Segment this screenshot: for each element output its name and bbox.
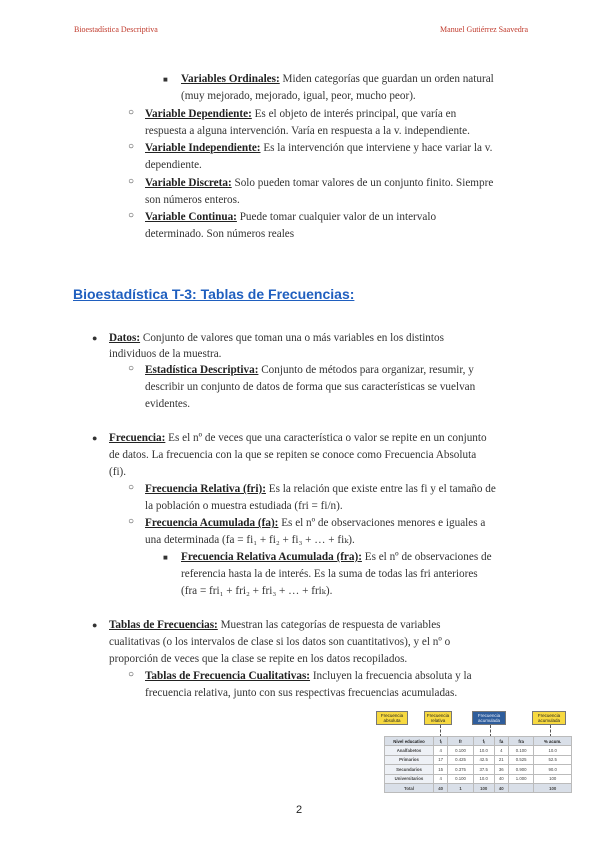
tablas-line-2: cualitativas (o los intervalos de clase si los datos son cuantitativos), y el nº o xyxy=(109,636,451,648)
section-title: Bioestadística T-3: Tablas de Frecuencias: xyxy=(73,286,355,302)
frequency-table-figure xyxy=(372,711,572,808)
cualitativas-line-1: Tablas de Frecuencia Cualitativas: Incluyen la frecuencia absoluta y la xyxy=(145,670,472,682)
tablas-line-3: proporción de veces que la clase se repite en los datos recopilados. xyxy=(109,653,408,665)
table-row xyxy=(385,755,572,764)
table-row xyxy=(385,783,572,792)
continua-line-2: determinado. Son números reales xyxy=(145,228,295,240)
disc-bullet-icon: ● xyxy=(92,333,98,343)
independiente-line-2: dependiente. xyxy=(145,159,202,171)
continua-line-1: Variable Continua: Puede tomar cualquier valor de un intervalo xyxy=(145,211,437,223)
square-bullet-icon: ■ xyxy=(163,553,168,562)
ordinales-line-1: Variables Ordinales: Miden categorías que guardan un orden natural xyxy=(181,73,494,85)
circle-bullet-icon: ○ xyxy=(128,516,135,527)
estadistica-line-1: Estadística Descriptiva: Conjunto de métodos para organizar, resumir, y xyxy=(145,364,474,376)
dependiente-line-2: respuesta a alguna intervención. Varía en respuesta a la v. independiente. xyxy=(145,125,470,137)
table-cell: 90.0 xyxy=(534,765,572,774)
table-header-cell: fᵢ xyxy=(434,737,448,746)
disc-bullet-icon: ● xyxy=(92,620,98,630)
circle-bullet-icon: ○ xyxy=(128,107,135,118)
table-cell: 0.425 xyxy=(448,755,473,764)
table-cell: 10.0 xyxy=(473,774,494,783)
table-row xyxy=(385,746,572,755)
square-bullet-icon: ■ xyxy=(163,75,168,84)
circle-bullet-icon: ○ xyxy=(128,176,135,187)
tag-frecuencia-relativa: Frecuencia relativa xyxy=(424,711,452,725)
table-cell: 40 xyxy=(494,783,508,792)
table-header-cell: fa xyxy=(494,737,508,746)
header-right: Manuel Gutiérrez Saavedra xyxy=(440,25,528,34)
disc-bullet-icon: ● xyxy=(92,433,98,443)
table-cell: 100 xyxy=(534,774,572,783)
ordinales-line-2: (muy mejorado, mejorado, igual, peor, mucho peor). xyxy=(181,90,416,102)
table-cell: 0.375 xyxy=(448,765,473,774)
table-row xyxy=(385,774,572,783)
table-cell xyxy=(508,783,533,792)
table-cell: Total xyxy=(385,783,434,792)
table-cell: Secundarios xyxy=(385,765,434,774)
frecuencia-line-3: (fi). xyxy=(109,466,127,478)
table-row xyxy=(385,765,572,774)
table-cell: 4 xyxy=(434,746,448,755)
table-cell: 40 xyxy=(434,783,448,792)
table-cell: 4 xyxy=(494,746,508,755)
table-header-cell: Nivel educativo xyxy=(385,737,434,746)
acumulada-line-2: una determinada (fa = fi₁ + fi₂ + fi₃ + … + fiₖ). xyxy=(145,534,355,546)
table-cell: 0.100 xyxy=(508,746,533,755)
table-cell: Universitarios xyxy=(385,774,434,783)
table-cell: 1 xyxy=(448,783,473,792)
table-cell: 4 xyxy=(434,774,448,783)
table-cell: 100 xyxy=(473,783,494,792)
rel-acumulada-line-2: referencia hasta la de interés. Es la suma de todas las fri anteriores xyxy=(181,568,478,580)
table-cell: Primarios xyxy=(385,755,434,764)
discreta-line-1: Variable Discreta: Solo pueden tomar valores de un conjunto finito. Siempre xyxy=(145,177,494,189)
tag-frecuencia-absoluta: Frecuencia absoluta xyxy=(376,711,408,725)
table-cell: 52.5 xyxy=(534,755,572,764)
table-cell: 1.000 xyxy=(508,774,533,783)
frecuencia-line-1: Frecuencia: Es el nº de veces que una característica o valor se repite en un conjunto xyxy=(109,432,487,444)
cualitativas-line-2: frecuencia relativa, junto con sus respectivas frecuencias acumuladas. xyxy=(145,687,458,699)
table-header-cell: fra xyxy=(508,737,533,746)
datos-line-1: Datos: Conjunto de valores que toman una o más variables en los distintos xyxy=(109,332,444,344)
table-cell: 10.0 xyxy=(473,746,494,755)
table-cell: 0.525 xyxy=(508,755,533,764)
rel-acumulada-line-1: Frecuencia Relativa Acumulada (fra): Es el nº de observaciones de xyxy=(181,551,492,563)
relativa-line-2: la población o muestra estudiada (fri = fi/n). xyxy=(145,500,343,512)
independiente-line-1: Variable Independiente: Es la intervención que interviene y hace variar la v. xyxy=(145,142,493,154)
header-left: Bioestadística Descriptiva xyxy=(74,25,158,34)
table-cell: 36 xyxy=(494,765,508,774)
table-cell: 100 xyxy=(534,783,572,792)
circle-bullet-icon: ○ xyxy=(128,363,135,374)
estadistica-line-2: describir un conjunto de datos de forma que sus características se vuelvan xyxy=(145,381,476,393)
circle-bullet-icon: ○ xyxy=(128,141,135,152)
table-cell: 42.5 xyxy=(473,755,494,764)
circle-bullet-icon: ○ xyxy=(128,210,135,221)
discreta-line-2: son números enteros. xyxy=(145,194,240,206)
estadistica-line-3: evidentes. xyxy=(145,398,191,410)
circle-bullet-icon: ○ xyxy=(128,669,135,680)
circle-bullet-icon: ○ xyxy=(128,482,135,493)
frequency-table xyxy=(384,736,572,793)
datos-line-2: individuos de la muestra. xyxy=(109,348,222,360)
table-cell: 40 xyxy=(494,774,508,783)
page-number: 2 xyxy=(296,804,303,816)
table-cell: 0.100 xyxy=(448,746,473,755)
dependiente-line-1: Variable Dependiente: Es el objeto de interés principal, que varía en xyxy=(145,108,457,120)
table-header-cell: fr xyxy=(448,737,473,746)
tag-frecuencia-acumulada: Frecuencia acumulada xyxy=(472,711,506,725)
table-cell: 10.0 xyxy=(534,746,572,755)
table-cell: Analfabetos xyxy=(385,746,434,755)
term-ordinales: Variables Ordinales: xyxy=(181,73,280,85)
rel-acumulada-line-3: (fra = fri₁ + fri₂ + fri₃ + … + friₖ). xyxy=(181,585,333,597)
tag-frecuencia-acumulada-relativa: Frecuencia acumulada xyxy=(532,711,566,725)
table-cell: 0.100 xyxy=(448,774,473,783)
table-header-cell: % acum. xyxy=(534,737,572,746)
table-cell: 37.5 xyxy=(473,765,494,774)
table-cell: 17 xyxy=(434,755,448,764)
frecuencia-line-2: de datos. La frecuencia con la que se repiten se conoce como Frecuencia Absoluta xyxy=(109,449,477,461)
table-cell: 15 xyxy=(434,765,448,774)
tablas-line-1: Tablas de Frecuencias: Muestran las categorías de respuesta de variables xyxy=(109,619,441,631)
table-cell: 0.900 xyxy=(508,765,533,774)
relativa-line-1: Frecuencia Relativa (fri): Es la relación que existe entre las fi y el tamaño de xyxy=(145,483,496,495)
table-header-cell: fᵢ xyxy=(473,737,494,746)
table-cell: 21 xyxy=(494,755,508,764)
acumulada-line-1: Frecuencia Acumulada (fa): Es el nº de observaciones menores e iguales a xyxy=(145,517,486,529)
